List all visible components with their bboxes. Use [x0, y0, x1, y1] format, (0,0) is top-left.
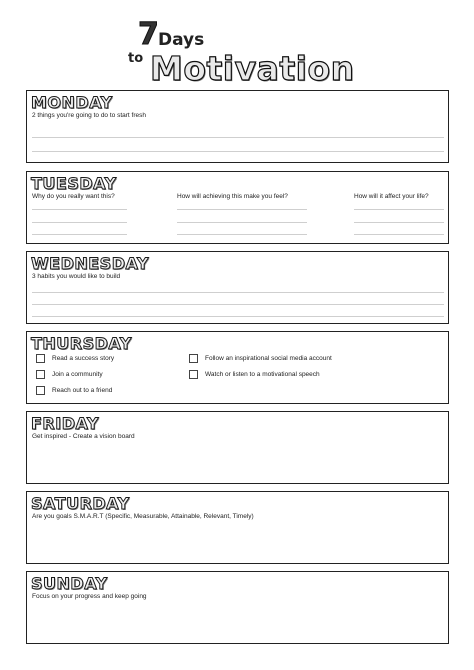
- monday-heading: MONDAY: [31, 93, 113, 112]
- writing-line[interactable]: [354, 234, 444, 235]
- writing-line[interactable]: [177, 234, 307, 235]
- title-number: 7: [138, 17, 159, 52]
- page-title: [0, 0, 474, 88]
- writing-line[interactable]: [32, 222, 127, 223]
- friday-section: [26, 411, 449, 484]
- tuesday-question-2: How will achieving this make you feel?: [177, 193, 288, 200]
- checklist-label: Join a community: [52, 371, 103, 378]
- title-to: to: [128, 51, 144, 66]
- thursday-section: [26, 331, 449, 404]
- writing-line[interactable]: [32, 234, 127, 235]
- sunday-heading: SUNDAY: [31, 574, 108, 593]
- checkbox[interactable]: [36, 370, 45, 379]
- title-days: Days: [158, 30, 205, 50]
- saturday-heading: SATURDAY: [31, 494, 130, 513]
- friday-prompt: Get inspired - Create a vision board: [32, 433, 135, 440]
- tuesday-question-1: Why do you really want this?: [32, 193, 115, 200]
- monday-prompt: 2 things you're going to do to start fresh: [32, 112, 146, 119]
- checkbox[interactable]: [189, 354, 198, 363]
- wednesday-heading: WEDNESDAY: [31, 254, 149, 273]
- writing-line[interactable]: [354, 209, 444, 210]
- writing-line[interactable]: [32, 292, 444, 293]
- wednesday-section: [26, 251, 449, 324]
- tuesday-question-3: How will it affect your life?: [354, 193, 429, 200]
- saturday-prompt: Are you goals S.M.A.R.T (Specific, Measurable, Attainable, Relevant, Timely): [32, 513, 254, 520]
- checkbox[interactable]: [189, 370, 198, 379]
- writing-line[interactable]: [32, 151, 444, 152]
- wednesday-prompt: 3 habits you would like to build: [32, 273, 121, 280]
- checklist-label: Read a success story: [52, 355, 115, 362]
- checklist-label: Follow an inspirational social media account: [205, 355, 332, 362]
- thursday-heading: THURSDAY: [31, 334, 132, 353]
- checkbox[interactable]: [36, 386, 45, 395]
- checkbox[interactable]: [36, 354, 45, 363]
- writing-line[interactable]: [32, 304, 444, 305]
- writing-line[interactable]: [32, 316, 444, 317]
- sunday-section: [26, 571, 449, 644]
- writing-line[interactable]: [354, 222, 444, 223]
- tuesday-section: [26, 171, 449, 244]
- writing-line[interactable]: [177, 209, 307, 210]
- friday-heading: FRIDAY: [31, 414, 99, 433]
- sunday-prompt: Focus on your progress and keep going: [32, 593, 147, 600]
- saturday-section: [26, 491, 449, 564]
- writing-line[interactable]: [32, 137, 444, 138]
- writing-line[interactable]: [32, 209, 127, 210]
- tuesday-heading: TUESDAY: [31, 174, 117, 193]
- checklist-label: Watch or listen to a motivational speech: [205, 371, 320, 378]
- checklist-label: Reach out to a friend: [52, 387, 113, 394]
- monday-section: [26, 90, 449, 163]
- writing-line[interactable]: [177, 222, 307, 223]
- title-main: Motivation: [150, 49, 355, 88]
